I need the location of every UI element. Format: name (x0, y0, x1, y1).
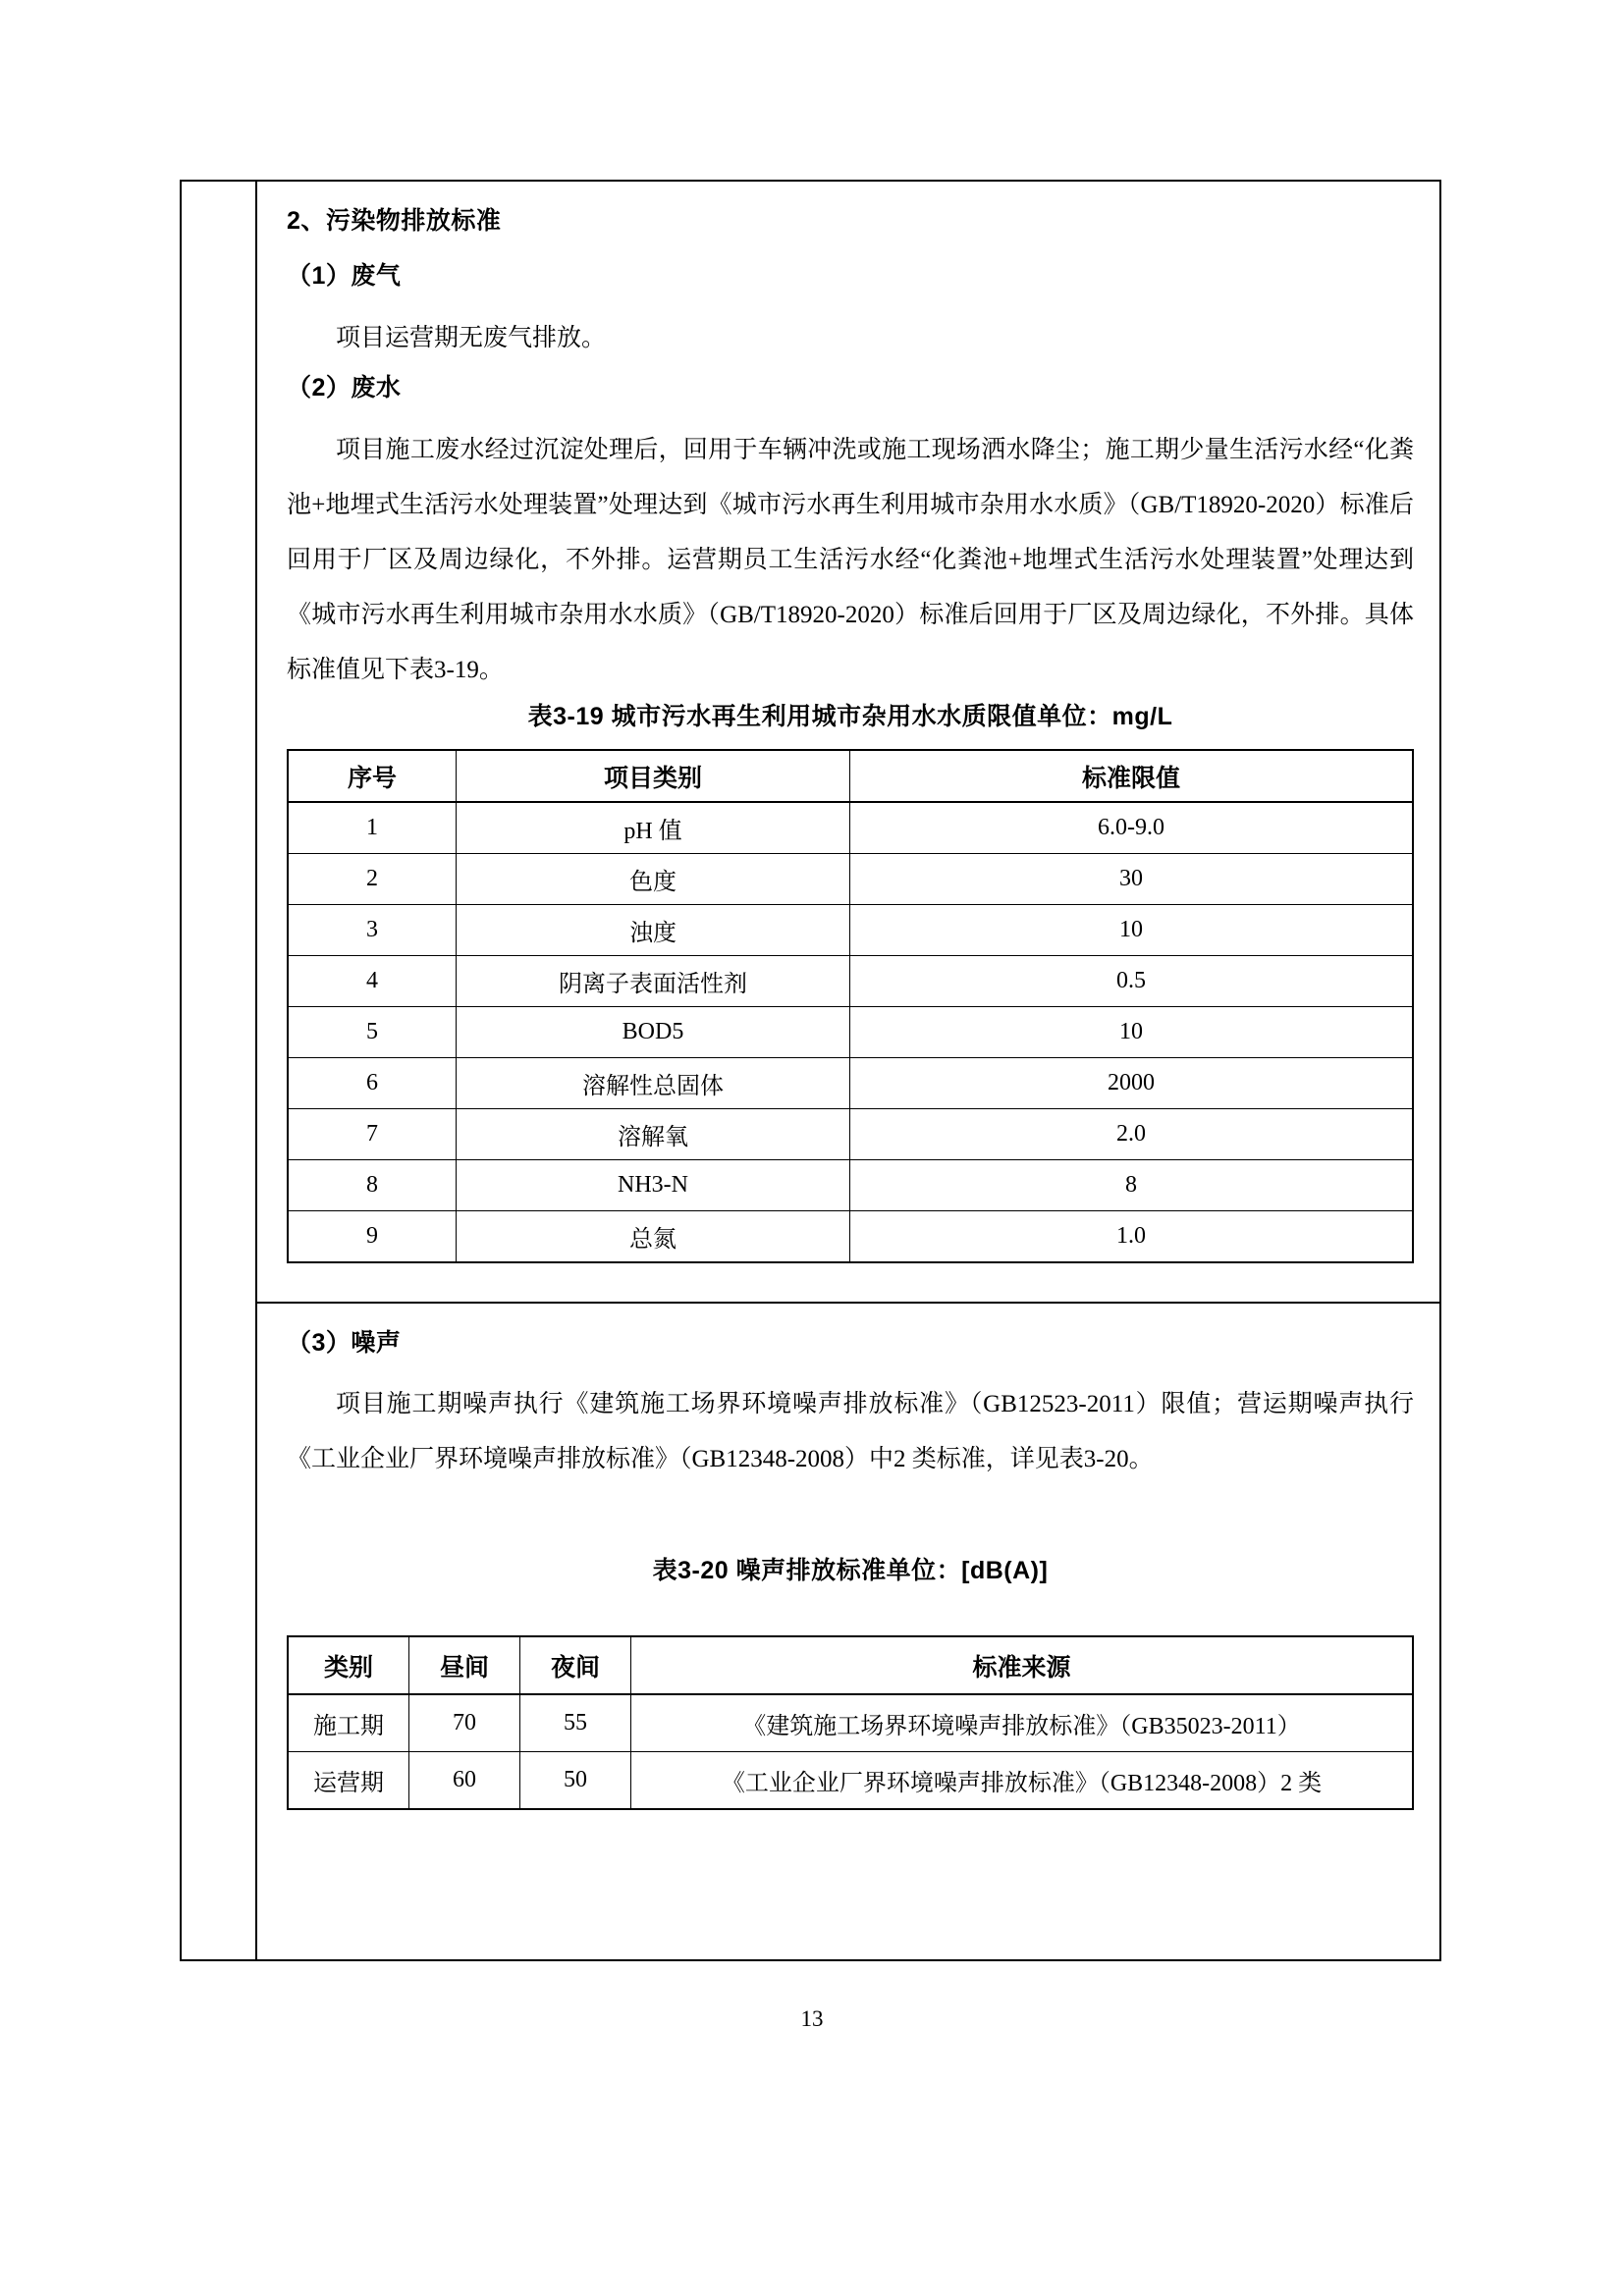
cell-limit: 1.0 (850, 1211, 1414, 1263)
table-3-20-caption: 表3-20 噪声排放标准单位：[dB(A)] (652, 1557, 1049, 1584)
document-content (257, 182, 1443, 1959)
cell-source: 《建筑施工场界环境噪声排放标准》（GB35023-2011） (631, 1694, 1414, 1752)
cell-limit: 10 (850, 905, 1414, 956)
cell-type: 运营期 (288, 1752, 409, 1810)
cell-night: 50 (520, 1752, 631, 1810)
cell-limit: 2.0 (850, 1109, 1414, 1160)
table-row (288, 1211, 1413, 1263)
table-row (288, 1752, 1413, 1810)
table-row (288, 905, 1413, 956)
cell-category: 阴离子表面活性剂 (457, 956, 850, 1007)
section-heading: 2、污染物排放标准 (287, 207, 502, 235)
table-row (288, 1109, 1413, 1160)
document-frame (180, 180, 1441, 1961)
cell-index: 3 (288, 905, 457, 956)
cell-night: 55 (520, 1694, 631, 1752)
table-row (288, 854, 1413, 905)
cell-index: 1 (288, 802, 457, 854)
subsection-waste-gas-paragraph: 项目运营期无废气排放。 (336, 325, 607, 351)
table-3-19-caption: 表3-19 城市污水再生利用城市杂用水水质限值单位：mg/L (527, 703, 1173, 730)
cell-index: 9 (288, 1211, 457, 1263)
table-row (288, 1058, 1413, 1109)
cell-index: 2 (288, 854, 457, 905)
left-margin-column (182, 182, 257, 1959)
subsection-noise-paragraph: 项目施工期噪声执行《建筑施工场界环境噪声排放标准》（GB12523-2011）限值；营运期噪声执行《工业企业厂界环境噪声排放标准》（GB12348-2008）中2 类标准，详见表3-20。 (287, 1391, 1414, 1472)
table-row (288, 1694, 1413, 1752)
cell-limit: 8 (850, 1160, 1414, 1211)
table-row (288, 1007, 1413, 1058)
page-number: 13 (800, 2006, 824, 2031)
subsection-waste-gas-heading: （1）废气 (287, 262, 402, 290)
table-header-row (288, 750, 1413, 802)
subsection-noise-heading: （3）噪声 (287, 1329, 402, 1357)
cell-category: BOD5 (457, 1007, 850, 1058)
cell-day: 70 (409, 1694, 520, 1752)
cell-category: 溶解性总固体 (457, 1058, 850, 1109)
column-header-index: 序号 (288, 750, 457, 802)
cell-source: 《工业企业厂界环境噪声排放标准》（GB12348-2008）2 类 (631, 1752, 1414, 1810)
column-header-day: 昼间 (409, 1636, 520, 1694)
column-header-night: 夜间 (520, 1636, 631, 1694)
subsection-waste-water-paragraph: 项目施工废水经过沉淀处理后，回用于车辆冲洗或施工现场洒水降尘；施工期少量生活污水经“化粪池+地埋式生活污水处理装置”处理达到《城市污水再生利用城市杂用水水质》（GB/T18920-2020）标准后回用于厂区及周边绿化，不外排。运营期员工生活污水经“化粪池+地埋式生活污水处理装置”处理达到《城市污水再生利用城市杂用水水质》（GB/T18920-2020）标准后回用于厂区及周边绿化，不外排。具体标准值见下表3-19。 (287, 437, 1414, 683)
column-header-source: 标准来源 (631, 1636, 1414, 1694)
cell-index: 7 (288, 1109, 457, 1160)
cell-limit: 30 (850, 854, 1414, 905)
cell-category: pH 值 (457, 802, 850, 854)
cell-type: 施工期 (288, 1694, 409, 1752)
column-header-type: 类别 (288, 1636, 409, 1694)
cell-index: 8 (288, 1160, 457, 1211)
cell-limit: 10 (850, 1007, 1414, 1058)
table-row (288, 956, 1413, 1007)
table-3-19 (287, 749, 1414, 1263)
subsection-waste-water-heading: （2）废水 (287, 374, 402, 401)
table-3-20-wrapper (257, 1635, 1443, 1810)
cell-limit: 2000 (850, 1058, 1414, 1109)
column-header-category: 项目类别 (457, 750, 850, 802)
table-row (288, 802, 1413, 854)
cell-limit: 0.5 (850, 956, 1414, 1007)
cell-index: 4 (288, 956, 457, 1007)
cell-category: NH3-N (457, 1160, 850, 1211)
cell-category: 总氮 (457, 1211, 850, 1263)
cell-category: 溶解氧 (457, 1109, 850, 1160)
table-3-19-wrapper (257, 749, 1443, 1263)
cell-index: 6 (288, 1058, 457, 1109)
cell-category: 色度 (457, 854, 850, 905)
column-header-limit: 标准限值 (850, 750, 1414, 802)
table-header-row (288, 1636, 1413, 1694)
table-3-20 (287, 1635, 1414, 1810)
cell-index: 5 (288, 1007, 457, 1058)
cell-limit: 6.0-9.0 (850, 802, 1414, 854)
cell-day: 60 (409, 1752, 520, 1810)
cell-category: 浊度 (457, 905, 850, 956)
table-row (288, 1160, 1413, 1211)
